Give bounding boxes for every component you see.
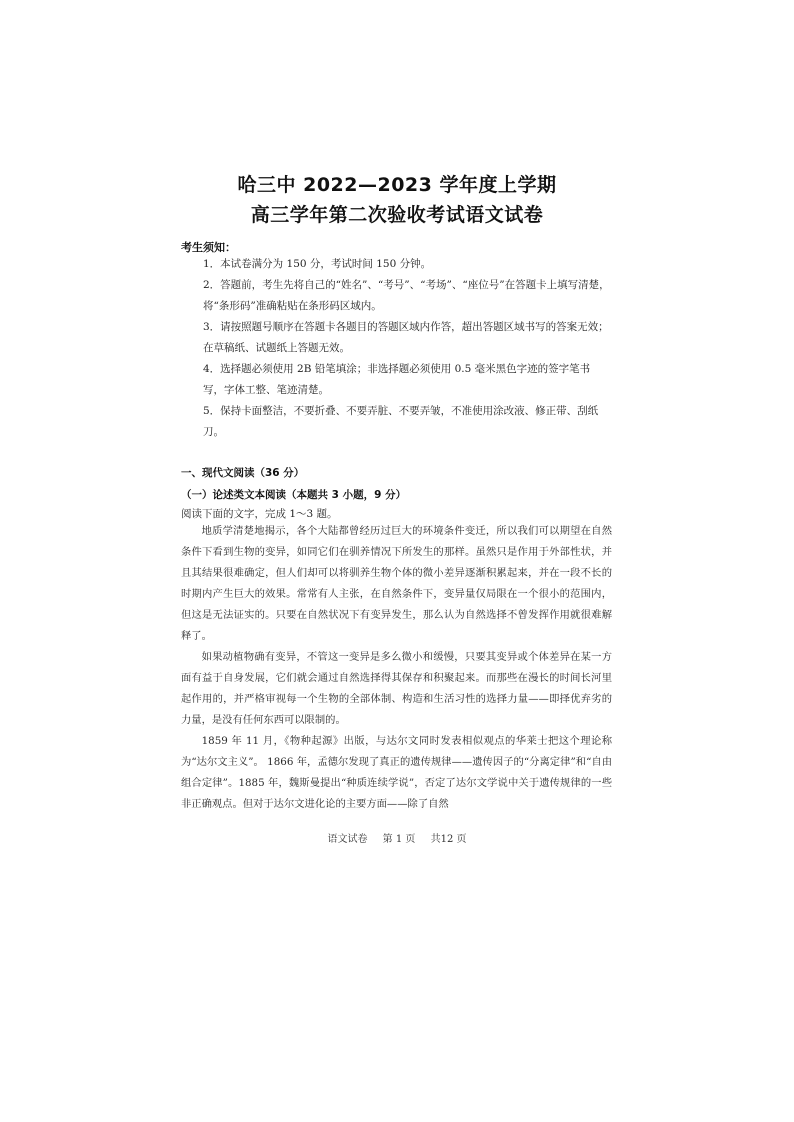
subsection-heading: （一）论述类文本阅读（本题共 3 小题，9 分） xyxy=(181,489,407,501)
notice-item-4: 4．选择题必须使用 2B 铅笔填涂；非选择题必须使用 0.5 毫米黑色字迹的签字笔书写，字体工整、笔迹清楚。 xyxy=(203,363,591,396)
notice-list xyxy=(181,254,611,443)
exam-title-line-1: 哈三中 2022—2023 学年度上学期 xyxy=(237,174,557,196)
passage-paragraph-2: 如果动植物确有变异，不管这一变异是多么微小和缓慢，只要其变异或个体差异在某一方面有益于自身发展，它们就会通过自然选择得其保存和积聚起来。而那些在漫长的时间长河里起作用的，并严格审视每一个生物的全部体制、构造和生活习性的选择力量——即择优弃劣的力量，是没有任何东西可以限制的。 xyxy=(181,651,612,726)
section-heading: 一、现代文阅读（36 分） xyxy=(181,467,305,479)
page-footer xyxy=(0,830,794,845)
notice-item-5: 5．保持卡面整洁，不要折叠、不要弄脏、不要弄皱，不准使用涂改液、修正带、刮纸刀。 xyxy=(203,405,599,438)
reading-passage xyxy=(181,521,612,815)
notice-item-2: 2．答题前，考生先将自己的“姓名”、“考号”、“考场”、“座位号”在答题卡上填写清楚，将“条形码”准确粘贴在条形码区域内。 xyxy=(203,279,610,312)
footer-total-pages: 共12 页 xyxy=(430,834,467,845)
exam-title-line-2: 高三学年第二次验收考试语文试卷 xyxy=(250,204,544,226)
notice-heading: 考生须知： xyxy=(181,241,236,254)
reading-instruction: 阅读下面的文字，完成 1～3 题。 xyxy=(181,508,338,520)
passage-paragraph-1: 地质学清楚地揭示，各个大陆都曾经历过巨大的环境条件变迁，所以我们可以期望在自然条件下看到生物的变异，如同它们在驯养情况下所发生的那样。虽然只是作用于外部性状，并且其结果很难确定，但人们却可以将驯养生物个体的微小差异逐渐积累起来，并在一段不长的时期内产生巨大的效果。常常有人主张，在自然条件下，变异量仅局限在一个很小的范围内，但这是无法证实的。只要在自然状况下有变异发生，那么认为自然选择不曾发挥作用就很难解释了。 xyxy=(181,525,612,642)
footer-subject: 语文试卷 xyxy=(327,834,368,845)
passage-paragraph-3: 1859 年 11 月，《物种起源》出版，与达尔文同时发表相似观点的华莱士把这个理论称为“达尔文主义”。 1866 年，孟德尔发现了真正的遗传规律——遗传因子的“分离定律”和“自由组合定律”。1885 年，魏斯曼提出“种质连续学说”，否定了达尔文学说中关于遗传规律的一些非正确观点。但对于达尔文进化论的主要方面——除了自然 xyxy=(181,735,612,810)
footer-page-number: 第 1 页 xyxy=(382,834,416,845)
notice-item-1: 1．本试卷满分为 150 分，考试时间 150 分钟。 xyxy=(203,258,432,270)
notice-item-3: 3．请按照题号顺序在答题卡各题目的答题区域内作答，超出答题区域书写的答案无效；在草稿纸、试题纸上答题无效。 xyxy=(203,321,609,354)
